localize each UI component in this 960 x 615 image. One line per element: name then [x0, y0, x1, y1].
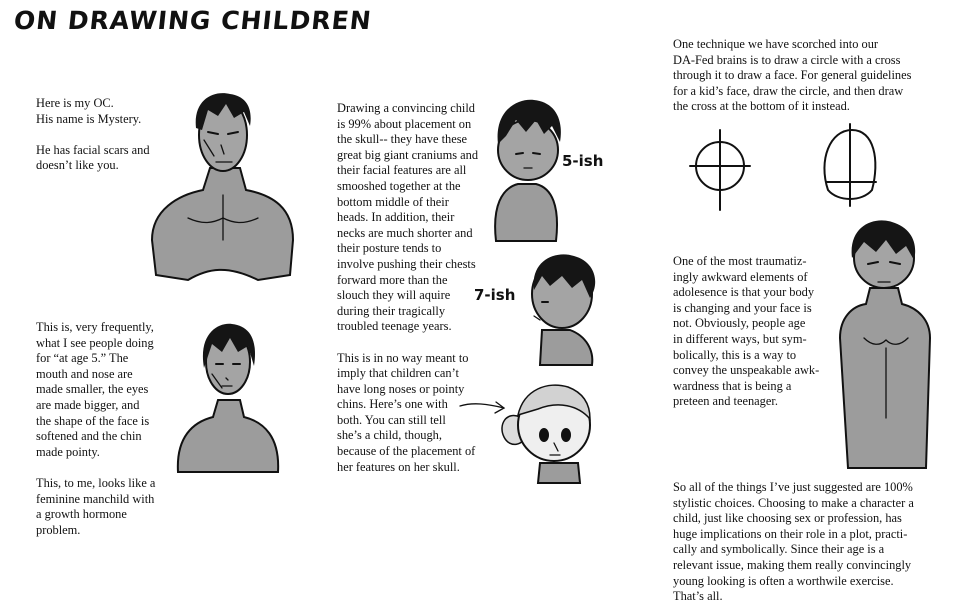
circle-cross-text: One technique we have scorched into our DA-Fed brains is to draw a circle with a cross through it to draw a face. For general guidelines for a kid’s face, draw the circle, and then draw the cross at the bottom of it instead. [673, 37, 912, 114]
circle-cross-adult-diagram [688, 126, 758, 216]
manchild-illustration [168, 322, 288, 482]
girl-ponytail-illustration [498, 375, 608, 485]
child-5-ish-illustration [488, 96, 568, 246]
manchild-text: This is, very frequently, what I see people doing for “at age 5.” The mouth and nose are made smaller, the eyes are made bigger, and the shape of the face is softened and the chin made pointy. This, to me, looks like a feminine manchild with a growth hormone problem. [36, 320, 156, 537]
conclusion-text: So all of the things I’ve just suggested are 100% stylistic choices. Choosing to make a character a child, just like choosing sex or profession, has huge implications on their role in a plot, practi- cally and symbolically. Since their age is a relevant issue, making them really convincingly young looking is often a worthwile exercise. That’s all. [673, 480, 914, 604]
label-5-ish: 5-ish [562, 152, 604, 170]
intro-text: Here is my OC. His name is Mystery. He has facial scars and doesn’t like you. [36, 96, 150, 173]
page-title: ON DRAWING CHILDREN [12, 6, 374, 35]
label-7-ish: 7-ish [474, 286, 516, 304]
skull-placement-text: Drawing a convincing child is 99% about placement on the skull-- they have these great big giant craniums and their facial features are all smooshed together at the bottom middle of their heads. In addition, their necks are much shorter and their posture tends to involve pushing their chests forward more than the slouch they will aquire during their tragically troubled teenage years. This is in no way meant to imply that children can’t have long noses or pointy chins. Here’s one with both. You can still tell she’s a child, though, because of the placement of her features on her skull. [337, 101, 479, 474]
adolescence-text: One of the most traumatiz- ingly awkward elements of adolesence is that your body is changing and your face is not. Obviously, people age in different ways, but sym- bolically, this is a way to convey the unspeakable awk- wardness that is being a preteen and teenager. [673, 254, 820, 409]
child-7-ish-illustration [520, 250, 610, 370]
mystery-adult-illustration [148, 90, 298, 290]
teen-illustration [836, 218, 936, 478]
circle-cross-child-diagram [818, 120, 888, 210]
